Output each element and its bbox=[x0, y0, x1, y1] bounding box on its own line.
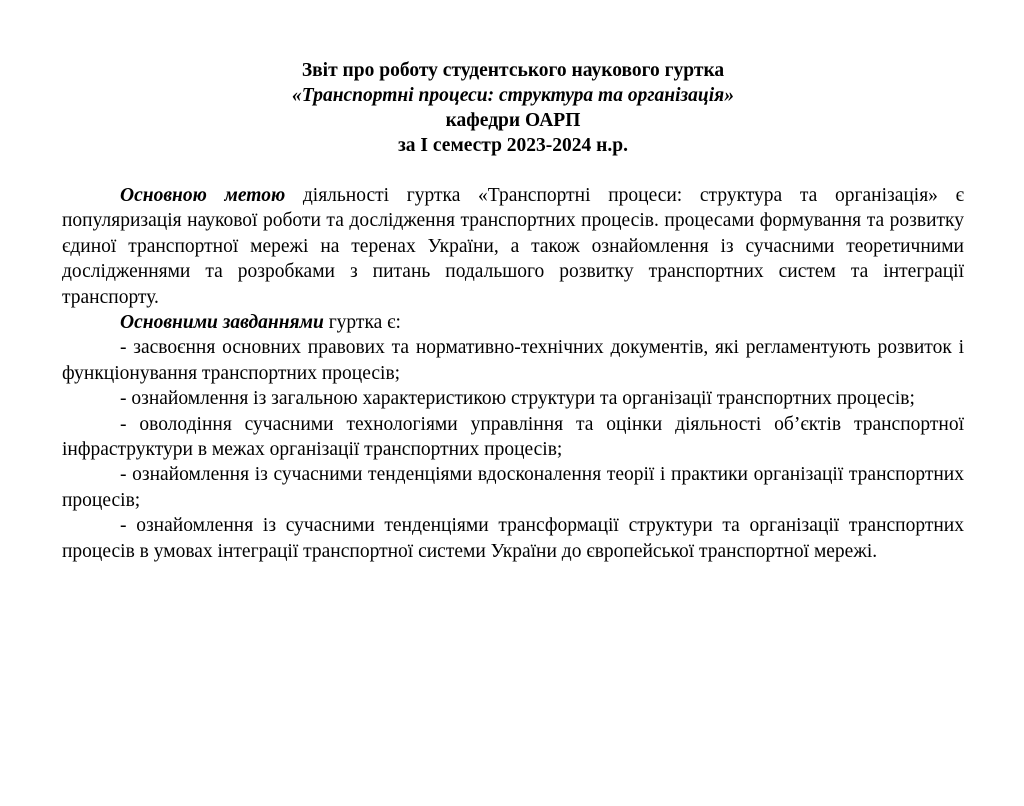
goal-emphasis: Основною метою bbox=[120, 185, 286, 206]
title-line-3: кафедри ОАРП bbox=[445, 110, 581, 131]
title-line-4: за І семестр 2023-2024 н.р. bbox=[397, 135, 629, 156]
task-item-5: - ознайомлення із сучасними тенденціями трансформації структури та організації транспортних процесів в умовах інтеграції транспортної системи України до європейської транспортної мережі. bbox=[62, 515, 964, 562]
title-line-2: «Транспортні процеси: структура та організація» bbox=[292, 85, 734, 106]
title-line-1: Звіт про роботу студентського наукового гуртка bbox=[301, 60, 725, 81]
task-item-4: - ознайомлення із сучасними тенденціями вдосконалення теорії і практики організації транспортних процесів; bbox=[62, 464, 964, 511]
tasks-intro: гуртка є: bbox=[323, 312, 401, 334]
goal-text: діяльності гуртка «Транспортні процеси: структура та організація» є популяризація наукової роботи та дослідження транспортних процесів. процесами формування та розвитку єдиної транспортної мережі на теренах України, а також ознайомлення із сучасними теоретичними дослідженнями та розробками з питань подальшого розвитку транспортних систем та інтеграції транспорту. bbox=[62, 185, 964, 308]
tasks-emphasis: Основними завданнями bbox=[120, 312, 324, 334]
task-item-1: - засвоєння основних правових та нормативно-технічних документів, які регламентують розвиток і функціонування транспортних процесів; bbox=[62, 337, 964, 384]
document-page bbox=[62, 58, 964, 564]
goal-paragraph bbox=[62, 183, 964, 310]
report-title bbox=[62, 58, 964, 158]
tasks-intro-paragraph bbox=[62, 310, 964, 335]
task-item-2: - ознайомлення із загальною характеристикою структури та організації транспортних процесів; bbox=[120, 388, 915, 410]
report-body bbox=[62, 183, 964, 564]
task-item-3: - оволодіння сучасними технологіями управління та оцінки діяльності об’єктів транспортної інфраструктури в межах організації транспортних процесів; bbox=[62, 413, 964, 461]
